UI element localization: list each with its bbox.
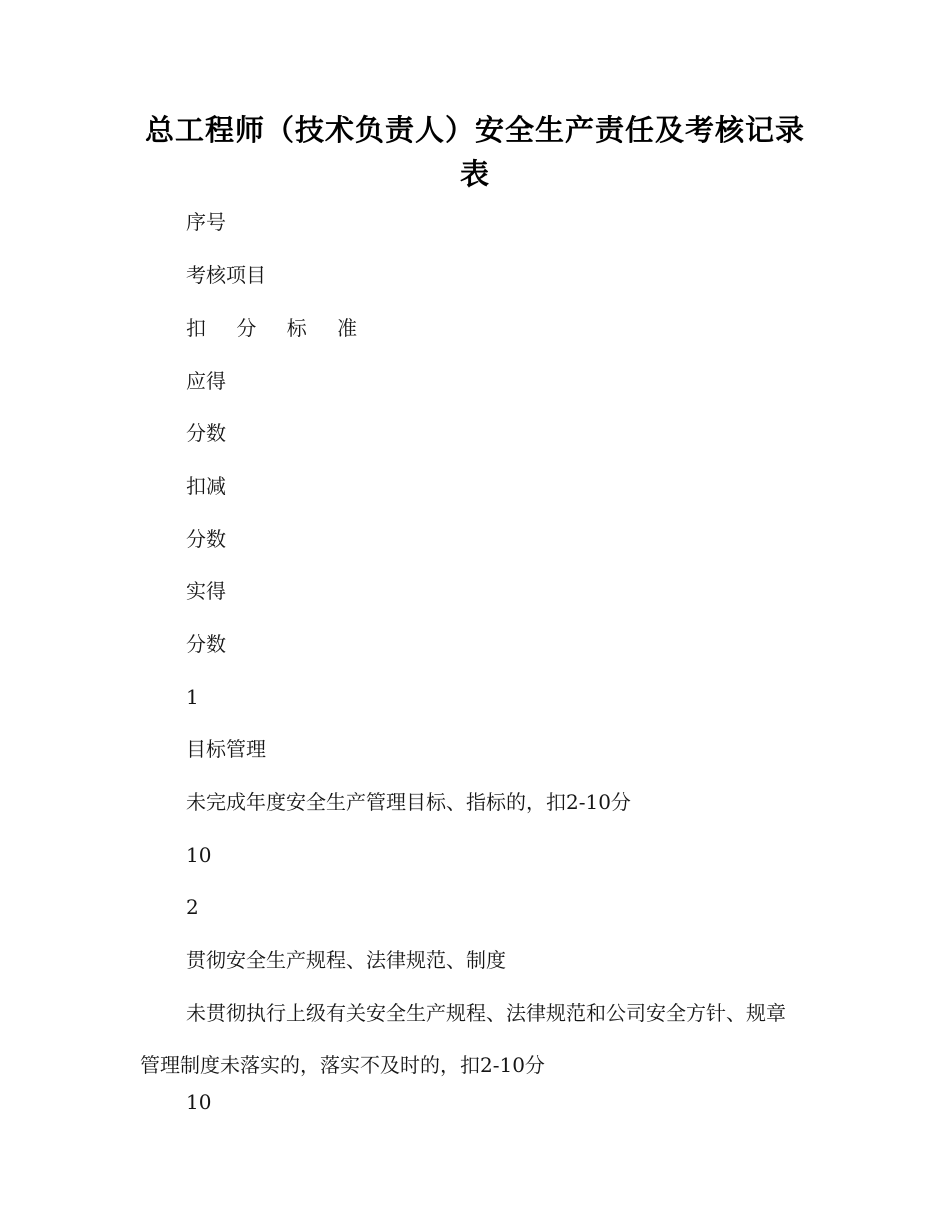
paragraph: 未完成年度安全生产管理目标、指标的，扣2-10分 <box>186 790 631 814</box>
paragraph: 序号 <box>186 210 226 234</box>
paragraph-wrapped: 未贯彻执行上级有关安全生产规程、法律规范和公司安全方针、规章管理制度未落实的，落实不及时的，扣2-10分 <box>140 1001 786 1077</box>
paragraph: 扣减 <box>186 474 226 498</box>
document-title: 总工程师（技术负责人）安全生产责任及考核记录表 <box>144 113 805 191</box>
paragraph: 考核项目 <box>186 263 266 287</box>
paragraph: 10 <box>186 843 212 867</box>
paragraph: 2 <box>186 895 199 919</box>
paragraph: 分数 <box>186 632 226 656</box>
paragraph: 应得 <box>186 369 226 393</box>
paragraph: 实得 <box>186 579 226 603</box>
paragraph: 分数 <box>186 421 226 445</box>
paragraph: 目标管理 <box>186 737 266 761</box>
paragraph: 10 <box>186 1090 212 1114</box>
paragraph: 1 <box>186 685 199 709</box>
paragraph: 分数 <box>186 527 226 551</box>
paragraph: 贯彻安全生产规程、法律规范、制度 <box>186 948 506 972</box>
paragraph: 扣 分 标 准 <box>186 316 370 340</box>
